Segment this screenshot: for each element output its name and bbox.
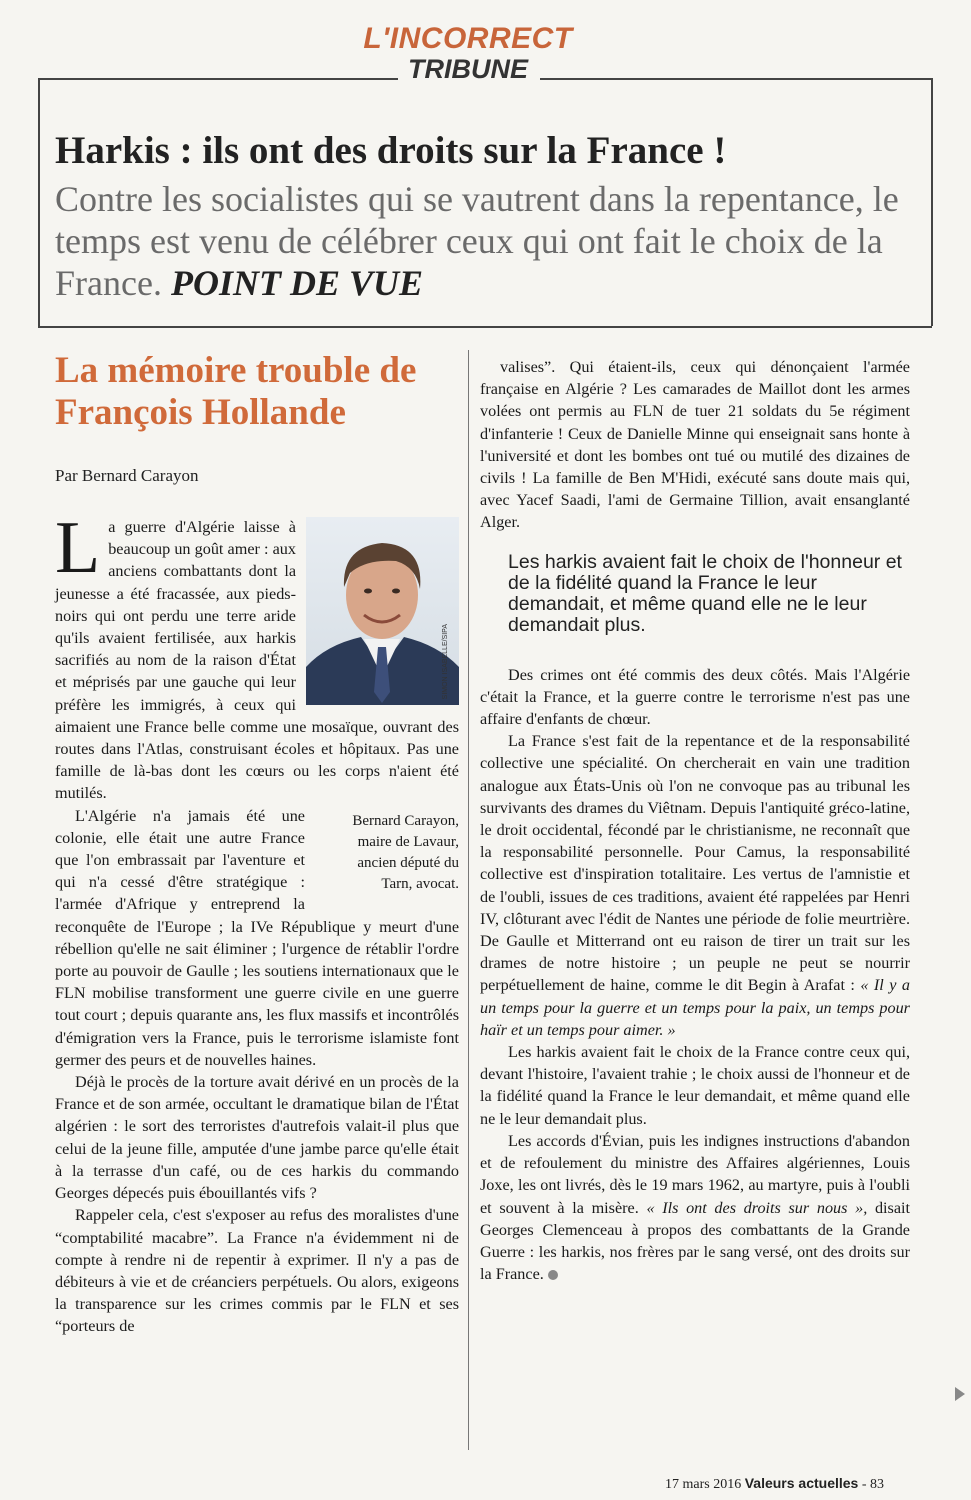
frame-rule-top-left (38, 78, 398, 80)
headline: Harkis : ils ont des droits sur la France ! (55, 129, 727, 172)
frame-rule-bottom (38, 326, 932, 328)
next-page-arrow-icon (955, 1387, 965, 1401)
clemenceau-quote: « Ils ont des droits sur nous », (646, 1198, 868, 1217)
rubric-label: L'INCORRECT (363, 22, 573, 55)
frame-rule-top-right (540, 78, 932, 80)
issue-date: 17 mars 2016 (665, 1477, 742, 1492)
photo-caption: Bernard Carayon, maire de Lavaur, ancien député du Tarn, avocat. (352, 812, 459, 892)
pull-quote: Les harkis avaient fait le choix de l'honneur et de la fidélité quand la France le leur demandait, et même quand elle ne le leur demandait plus. (508, 550, 902, 636)
page-footer (665, 1475, 884, 1493)
paragraph: Les harkis avaient fait le choix de la France contre ceux qui, devant l'histoire, l'avaient trahie ; le choix aussi de l'honneur et de la fidélité quand la France le leur demandait, et même quand elle ne le leur demandait plus. (480, 1043, 910, 1128)
paragraph-text: Les accords d'Évian, puis les indignes instructions d'abandon et de refoulement du ministre des Affaires algériennes, Louis Joxe, les ont livrés, dès le 19 mars 1962, au martyre, puis à l'oubli et souvent à la misère. (480, 1131, 910, 1217)
rubric-sublabel: TRIBUNE (408, 54, 528, 84)
frame-rule-left (38, 78, 40, 326)
paragraph (480, 1130, 910, 1285)
photo-credit: SIMON ISABELLE/SIPA (441, 623, 449, 699)
right-column (480, 356, 910, 1285)
standfirst-text: Contre les socialistes qui se vautrent dans la repentance, le temps est venu de célébrer ceux qui ont fait le choix de la France. (55, 179, 899, 303)
section-title: La mémoire trouble de François Hollande (55, 350, 417, 433)
byline: Par Bernard Carayon (55, 466, 199, 485)
end-mark-icon (548, 1270, 558, 1280)
paragraph: a guerre d'Algérie laisse à beaucoup un goût amer : aux anciens combattants dont la jeunesse a été fracassée, aux pieds-noirs qui ont perdu une terre aride qu'ils avaient fertilisée, aux harkis sacrifiés au nom de la raison d'État et méprisés par une gauche qui leur préfère les immigrés, à ceux qui aimaient une France belle comme une mosaïque, ouvrant des routes dans l'Atlas, construisant écoles et hôpitaux. Pas une famille de là-bas dont les cœurs ou les corps n'aient été mutilés. (55, 518, 459, 803)
paragraph: L'Algérie n'a jamais été une colonie, elle était une autre France que l'on embrassait par l'aventure et qui n'a cessé d'être stratégique : l'armée d'Afrique y entreprend la reconquête de l'Europe ; la IVe République y meurt d'une rébellion qu'elle ne sait éliminer ; l'urgence de rétablir l'ordre porte au pouvoir de Gaulle ; les soutiens internationaux que le FLN mobilise transforment une guerre civile en une guerre tout court ; depuis quarante ans, les flux massifs et incontrôlés d'émigration vers la France, puis le terrorisme islamiste font germer des peurs et de nouvelles haines. (55, 806, 459, 1069)
column-divider (468, 350, 469, 1450)
paragraph: Rappeler cela, c'est s'exposer au refus des moralistes d'une “comptabilité macabre”. La France n'a évidemment ni de compte à rendre ni de repentir à exprimer. Il n'y a pas de débiteurs à vie et de créanciers perpétuels. Ou alors, exigeons la transparence sur les crimes commis par le FLN et ses “porteurs de (55, 1206, 459, 1336)
paragraph: Déjà le procès de la torture avait dérivé en un procès de la France et de son armée, occultant le dramatique bilan de l'État algérien : le sort des terroristes d'autrefois valait-il plus que celui de la jeune fille, amputée d'une jambe parce qu'elle était à la terrasse d'un café, ou de ces harkis du commando Georges dépecés puis ébouillantés vifs ? (55, 1073, 459, 1203)
page-number: 83 (870, 1477, 885, 1492)
paragraph (480, 730, 910, 1041)
drop-cap: L (55, 507, 101, 589)
left-column (55, 507, 459, 1338)
standfirst (55, 178, 935, 304)
paragraph: Des crimes ont été commis des deux côtés. Mais l'Algérie c'était la France, et la guerre contre le terrorisme n'est pas une affaire d'enfants de chœur. (480, 665, 910, 729)
begin-quote: « Il y a un temps pour la guerre et un temps pour la paix, un temps pour haïr et un temps pour aimer. » (480, 976, 910, 1039)
point-de-vue-tag: POINT DE VUE (170, 263, 423, 303)
author-photo (306, 517, 459, 705)
footer-separator: - (861, 1477, 867, 1492)
paragraph-text: La France s'est fait de la repentance et de la responsabilité collective une spécialité. On chercherait en vain une tradition analogue aux États-Unis où l'on ne convoque pas au tribunal les survivants des drames du Viêtnam. Depuis l'antiquité gréco-latine, le droit occidental, fécondé par le christianisme, ne reconnaît que la responsabilité personnelle. Pour Camus, la responsabilité collective est d'inspiration totalitaire. Les vertus de l'amnistie et de l'oubli, issues de ces traditions, avaient été rappelées par Henri IV, clôturant avec l'édit de Nantes une période de folie meurtrière. De Gaulle et Mitterrand ont eu raison de tirer un trait sur les drames de notre histoire ; un peuple ne peut se nourrir perpétuellement de haine, comme le dit Begin à Arafat : (480, 732, 910, 995)
paragraph-text: disait Georges Clemenceau à propos des combattants de la Grande Guerre : les harkis, nos frères par le sang versé, ont des droits sur la France. (480, 1198, 911, 1284)
paragraph: valises”. Qui étaient-ils, ceux qui dénonçaient l'armée française en Algérie ? Les camarades de Maillot dont les armes volées ont permis au FLN de tuer 21 soldats du 5e régiment d'infanterie ! Ceux de Danielle Minne qui enseignait sans honte à l'université et dont les bombes ont tué ou mutilé des dizaines de civils ! La famille de Ben M'Hidi, exécuté sans doute mais qui, avec Yacef Saadi, l'ami de Germaine Tillion, avait ensanglanté Alger. (480, 358, 910, 532)
publication-name: Valeurs actuelles (744, 1475, 859, 1491)
